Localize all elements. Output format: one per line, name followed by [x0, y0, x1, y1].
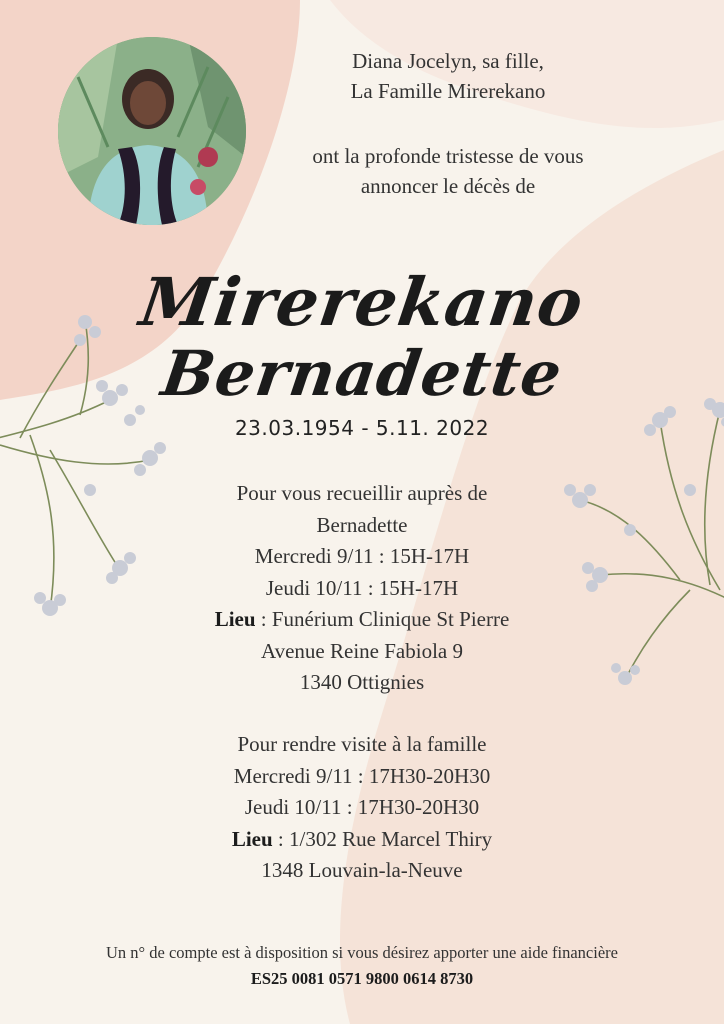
- visite-wednesday: Mercredi 9/11 : 17H30-20H30: [233, 763, 491, 788]
- recueillement-city: 1340 Ottignies: [299, 670, 425, 694]
- account-number: ES25 0081 0571 9800 0614 8730: [250, 969, 474, 988]
- intro-line-family: La Famille Mirerekano: [350, 79, 546, 103]
- intro-line-sadness: ont la profonde tristesse de vous: [312, 144, 584, 168]
- lieu-label: Lieu: [231, 826, 273, 851]
- visite-section: [0, 729, 724, 887]
- lieu-label: Lieu: [214, 607, 256, 631]
- recueillement-street: Avenue Reine Fabiola 9: [261, 638, 463, 663]
- visite-thursday: Jeudi 10/11 : 17H30-20H30: [244, 795, 480, 819]
- deceased-last-name: Mirerekano: [135, 263, 589, 341]
- portrait-photo: [58, 37, 246, 225]
- recueillement-heading: Pour vous recueillir auprès de: [236, 481, 488, 505]
- intro-family: [258, 46, 638, 106]
- life-dates: 23.03.1954 - 5.11. 2022: [234, 416, 490, 440]
- recueillement-thursday: Jeudi 10/11 : 15H-17H: [265, 575, 459, 600]
- lieu-value: : Funérium Clinique St Pierre: [255, 607, 510, 631]
- account-note: Un n° de compte est à disposition si vous désirez apporter une aide financière: [106, 943, 618, 962]
- deceased-first-name: Bernadette: [157, 337, 567, 410]
- intro-line-daughter: Diana Jocelyn, sa fille,: [352, 49, 544, 73]
- footer: [0, 940, 724, 992]
- visite-city: 1348 Louvain-la-Neuve: [261, 858, 463, 882]
- dried-flower-right: [540, 390, 724, 690]
- intro-line-announce: annoncer le décès de: [360, 174, 536, 198]
- intro-announcement: [258, 141, 638, 201]
- visite-heading: Pour rendre visite à la famille: [237, 732, 487, 756]
- lieu-value: : 1/302 Rue Marcel Thiry: [272, 826, 493, 851]
- dried-flower-left: [0, 310, 190, 630]
- recueillement-name: Bernadette: [316, 512, 408, 537]
- visite-lieu: [0, 824, 724, 856]
- recueillement-wednesday: Mercredi 9/11 : 15H-17H: [254, 544, 470, 568]
